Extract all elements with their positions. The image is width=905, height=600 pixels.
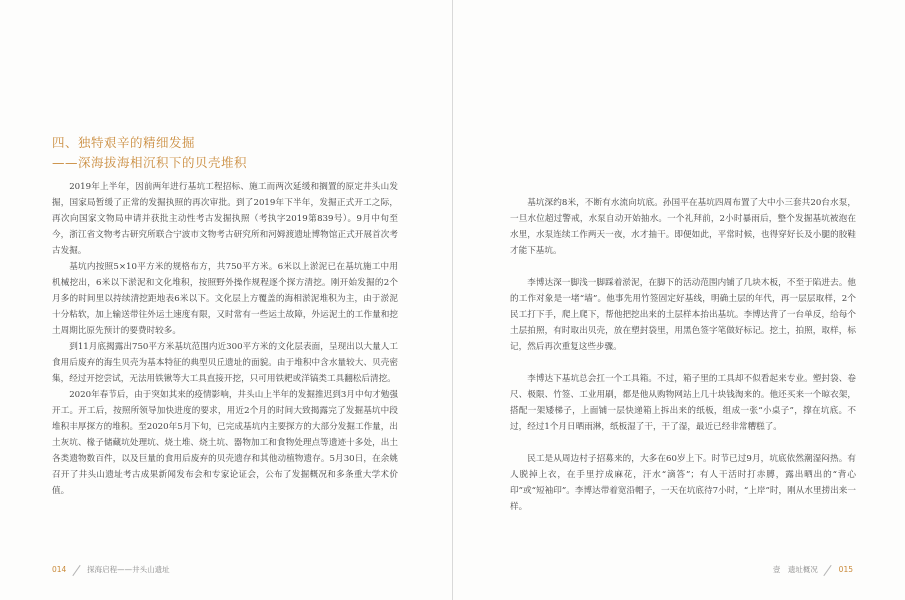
running-title: 探海启程——井头山遗址 [87,565,170,574]
divider-slash [820,565,836,575]
right-page [453,0,905,600]
paragraph: 2019年上半年，因前两年进行基坑工程招标、施工而两次延缓和搁置的原定井头山发掘，国家局暂缓了正常的发掘执照的再次审批。到了2019年下半年，发掘正式开工之际，再次向国家文物局申请并获批主动性考古发掘执照（考执字2019第839号）。9月中旬至今，浙江省文物考古研究所联合宁波市文物考古研究所和河姆渡遗址博物馆正式开展首次考古发掘。 [52,182,398,256]
paragraph: 基坑内按照5×10平方米的规格布方，共750平方米。6米以上淤泥已在基坑施工中用机械挖出，6米以下淤泥和文化堆积，按照野外操作规程逐个探方清挖。刚开始发掘的2个月多的时间里以持续清挖距地表6米以下。文化层上方覆盖的海相淤泥堆积为主，由于淤泥十分粘软，加上输送带往外运土速度有限，又时常有一些运土故障，外运泥土的工作量和挖土周期比原先预计的要费时较多。 [52,262,398,336]
left-body-text [52,179,398,499]
right-footer [773,564,853,575]
paragraph: 基坑深约8米，不断有水流向坑底。孙国平在基坑四周布置了大中小三套共20台水泵，一旦水位超过警戒，水泵自动开始抽水。一个礼拜前，2小时暴雨后，整个发掘基坑被泡在水里，水泵连续工作两天一夜，水才抽干。即便如此，平常时候，也得穿好长及小腿的胶鞋才能下基坑。 [510,198,856,256]
running-section: 壹 遗址概况 [772,565,818,574]
page-number: 014 [52,565,67,574]
paragraph: 2020年春节后，由于突如其来的疫情影响，井头山上半年的发掘推迟到3月中旬才勉强开工。开工后，按照所领导加快进度的要求，用近2个月的时间大致揭露完了发掘基坑中段堆积丰厚探方的堆积。至2020年5月下旬，已完成基坑内主要探方的大部分发掘工作量，出土灰坑、椽子储藏坑处理坑、烧土堆、烧土坑、器物加工和食物处理点等遗迹十多处，出土各类遗物数百件，以及巨量的食用后废弃的贝壳遗存和其他动植物遗存。5月30日，在余姚召开了井头山遗址考古成果新闻发布会和专家论证会，公布了发掘概况和多条重大学术价值。 [52,390,398,496]
left-footer [52,564,170,575]
paragraph: 李博达下基坑总会扛一个工具箱。不过，箱子里的工具却不似看起来专业。塑封袋、卷尺、极限、竹签、工业用刷，都是他从购物网站上几十块钱淘来的。他还买来一个晾衣架，搭配一架矮梯子，上面铺一层快递箱上拆出来的纸板，组成一张“小桌子”，撑在坑底。不过，经过1个月日晒雨淋，纸板湿了干，干了湿，最近已经非常糟糕了。 [510,374,856,432]
section-subheading: ——深海拔海相沉积下的贝壳堆积 [52,155,248,170]
paragraph: 李博达深一脚浅一脚踩着淤泥，在脚下的活动范围内铺了几块木板，不至于陷进去。他的工作对象是一堵“墙”。他事先用竹签固定好基线，明确土层的年代，再一层层取样，2个民工打下手，爬上爬下，帮他把挖出来的土层样本抬出基坑。李博达背了一台单反，给每个土层拍照，有时取出贝壳，放在塑封袋里，用黑色签字笔做好标记。挖土，拍照，取样，标记，然后再次重复这些步骤。 [510,278,856,352]
paragraph: 到11月底揭露出750平方米基坑范围内近300平方米的文化层表面，呈现出以大量人工食用后废弃的海生贝壳为基本特征的典型贝丘遗址的面貌。由于堆积中含水量较大、贝壳密集，经过开挖尝试，无法用铁锹等大工具直接开挖，只可用铁耙或洋镐类工具翻松后清挖。 [52,342,398,384]
paragraph: 民工是从周边村子招募来的，大多在60岁上下。时节已过9月，坑底依然潮湿闷热。有人脱掉上衣，在手里拧成麻花，汗水“滴答”；有人干活时打赤膊，露出晒出的“背心印”或“短袖印”。李博达带着宽沿帽子，一天在坑底待7小时，“上岸”时，刚从水里捞出来一样。 [510,454,856,512]
divider-slash [69,565,85,575]
left-page [0,0,452,600]
section-heading: 四、独特艰辛的精细发掘 [52,135,196,150]
right-body-text [510,195,856,515]
page-number: 015 [838,565,853,574]
